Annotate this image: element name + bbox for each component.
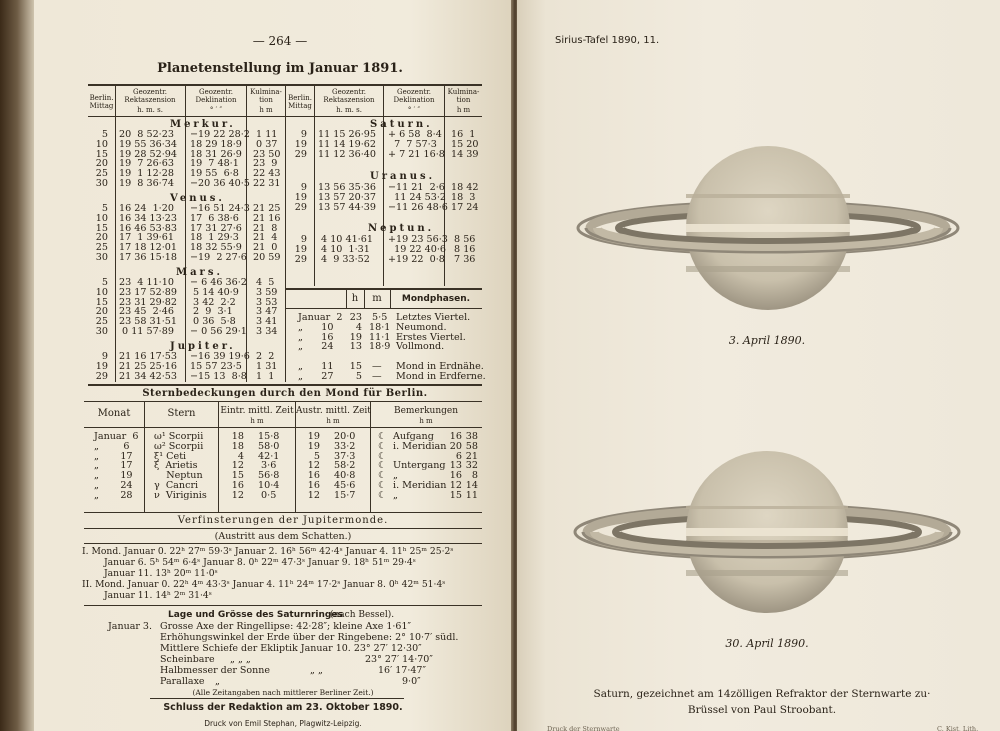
header-ra: Geozentr. Rektaszension — [124, 88, 176, 104]
merkur-kulm: 1 11 0 37 23 50 23 9 22 43 22 31 — [253, 129, 281, 189]
saturn-days: 9 19 29 — [294, 129, 307, 160]
saturn-rings-time-note: (Alle Zeitangaben nach mittlerer Berliner Zeit.) — [192, 688, 374, 697]
occ-header-eintr-hm: h m — [250, 417, 264, 425]
mars-kulm: 4 5 3 59 3 53 3 47 3 41 3 34 — [256, 277, 278, 337]
jupiter-dec: −16 39 19·6 15 57 23·5 −15 13 8·8 — [190, 351, 250, 382]
header-ra-2: Geozentr. Rektaszension — [323, 88, 375, 104]
saturn-kulm: 16 1 15 20 14 39 — [451, 129, 479, 160]
occ-header-austr-hm: h m — [326, 417, 340, 425]
venus-dec: −16 51 24·3 17 6 38·6 17 31 27·6 18 1 29·3 18 32 55·9 −19 2 27·6 — [190, 203, 250, 263]
header-kulm-units: h m — [259, 106, 273, 114]
saturn-rings-title: Lage und Grösse des Saturnringes — [168, 610, 343, 620]
header-dec-units: ° ′ ″ — [209, 106, 223, 114]
saturn-rings-line5-value: 16′ 17·47″ — [378, 665, 427, 676]
occ-austr-m: 20·0 33·2 37·3 58·2 40·8 45·6 15·7 — [334, 431, 356, 501]
saturn-rings-line4-value: 23° 27′ 14·70″ — [365, 654, 433, 665]
plate-caption-line2: Brüssel von Paul Stroobant. — [687, 704, 837, 716]
header-kulm: Kulmina- tion — [250, 88, 282, 104]
moon-icon: ☾ ☾ ☾ ☾ ☾ ☾ ☾ — [378, 431, 387, 501]
occ-header-stern: Stern — [167, 408, 196, 419]
saturn-ra: 11 15 26·95 11 14 19·62 11 12 36·40 — [318, 129, 376, 160]
merkur-ra: 20 8 52·23 19 55 36·34 19 28 52·94 19 7 26·63 19 1 12·28 19 8 36·74 — [119, 129, 177, 189]
occ-header-austr: Austr. mittl. Zeit — [296, 406, 371, 416]
occ-eintr-h: 18 18 4 12 15 16 12 — [231, 431, 244, 501]
jupiter-moons-line1: I. Mond. Januar 0. 22ʰ 27ᵐ 59·3ˢ Januar 2. 16ʰ 56ᵐ 42·4ˢ Januar 4. 11ʰ 25ᵐ 25·2ˢ — [82, 546, 454, 557]
mond-mins: 5·5 18·1 11·1 18·9 — — — [369, 312, 391, 382]
venus-ra: 16 24 1·20 16 34 13·23 16 46 53·83 17 1 39·61 17 18 12·01 17 36 15·18 — [119, 203, 177, 263]
page-title: Planetenstellung im Januar 1891. — [157, 61, 403, 76]
header-kulm-units-2: h m — [456, 106, 471, 114]
neptun-ra: 4 10 41·61 4 10 1·31 4 9 33·52 — [321, 234, 373, 265]
neptun-days: 9 19 29 — [294, 234, 307, 265]
saturn-rings-line6-value: 9·0″ — [402, 676, 421, 687]
header-dec-units-2: ° ′ ″ — [407, 106, 421, 114]
jupiter-moons-title: Verfinsterungen der Jupitermonde. — [177, 515, 389, 526]
header-ra-units-2: h. m. s. — [336, 106, 362, 114]
right-page — [517, 0, 1000, 731]
uranus-kulm: 18 42 18 3 17 24 — [451, 182, 479, 213]
plate-header: Sirius-Tafel 1890, 11. — [555, 35, 660, 46]
occ-bem: Aufgang i. Meridian Untergang „ i. Meridian „ — [393, 431, 447, 501]
occ-header-monat: Monat — [97, 408, 131, 419]
mond-names: Letztes Viertel. Neumond. Erstes Viertel. Vollmond. Mond in Erdnähe. Mond in Erdferne. — [396, 312, 486, 382]
mars-days: 5 10 15 20 25 30 — [95, 277, 108, 337]
plate-bottom-left: Druck der Sternwarte — [547, 725, 620, 731]
occ-header-bem: Bemerkungen — [393, 406, 459, 416]
header-berlin-2: Berlin. Mittag — [288, 94, 312, 110]
saturn-rings-line4-ditto: „ „ „ — [230, 654, 251, 665]
mondphasen-heading: Mondphasen. — [401, 294, 471, 304]
saturn-rings-line2: Erhöhungswinkel der Erde über der Ringebene: 2° 10·7′ südl. — [160, 632, 459, 643]
mond-dates: Januar 2 „ 10 „ 16 „ 24 „ 11 „ 27 — [298, 312, 343, 382]
saturn-rings-note: (nach Bessel). — [330, 610, 395, 620]
neptun-kulm: 8 56 8 16 7 36 — [454, 234, 476, 265]
uranus-dec: −11 21 2·6 11 24 53·2 −11 26 48·6 — [388, 182, 448, 213]
occ-monat: Januar 6 „ 6 „ 17 „ 17 „ 19 „ 24 „ 28 — [94, 431, 139, 501]
header-berlin: Berlin. Mittag — [89, 94, 114, 110]
jupiter-moons-line4: II. Mond. Januar 0. 22ʰ 4ᵐ 43·3ˢ Januar 4. 11ʰ 24ᵐ 17·2ˢ Januar 8. 0ʰ 42ᵐ 51·4ˢ — [82, 579, 446, 590]
jupiter-moons-subtitle: (Austritt aus dem Schatten.) — [214, 531, 352, 542]
saturn-rings-line3: Mittlere Schiefe der Ekliptik Januar 10. 23° 27′ 12·30″ — [160, 643, 422, 654]
occ-header-bem-hm: h m — [419, 417, 433, 425]
planet-uranus-title: Uranus. — [370, 171, 436, 182]
uranus-days: 9 19 29 — [294, 182, 307, 213]
header-dec: Geozentr. Deklination — [195, 88, 237, 104]
saturn-rings-line6-label: Parallaxe — [160, 676, 205, 687]
planet-venus-title: Venus. — [170, 193, 225, 204]
planet-neptun-title: Neptun. — [368, 223, 435, 234]
figure1-caption: 3. April 1890. — [728, 334, 806, 347]
occ-bem-m: 38 58 21 32 8 14 11 — [465, 431, 478, 501]
saturn-dec: + 6 58 8·4 7 7 57·3 + 7 21 16·8 — [388, 129, 445, 160]
uranus-ra: 13 56 35·36 13 57 20·37 13 57 44·39 — [318, 182, 376, 213]
page-edge — [0, 0, 34, 731]
mond-hours: 23 4 19 13 15 5 — [349, 312, 362, 382]
jupiter-kulm: 2 2 1 31 1 1 — [256, 351, 278, 382]
merkur-days: 5 10 15 20 25 30 — [95, 129, 108, 189]
planet-mars-title: Mars. — [176, 267, 223, 278]
occ-header-eintr: Eintr. mittl. Zeit — [220, 406, 294, 416]
planet-saturn-title: Saturn. — [370, 119, 433, 130]
venus-days: 5 10 15 20 25 30 — [95, 203, 108, 263]
planet-merkur-title: Merkur. — [170, 119, 236, 130]
header-ra-units: h. m. s. — [137, 106, 163, 114]
plate-caption-line1: Saturn, gezeichnet am 14zölligen Refraktor der Sternwarte zu· — [593, 688, 931, 700]
occultations-title: Sternbedeckungen durch den Mond für Berlin. — [142, 388, 428, 399]
occ-eintr-m: 15·8 58·0 42·1 3·6 56·8 10·4 0·5 — [258, 431, 280, 501]
header-kulm-2: Kulmina- tion — [447, 88, 480, 104]
merkur-dec: −19 22 28·2 18 29 18·9 18 31 26·9 19 7 48·1 19 55 6·8 −20 36 40·5 — [190, 129, 250, 189]
closing-line: Schluss der Redaktion am 23. Oktober 1890. — [163, 702, 403, 713]
plate-bottom-right: C. Kist, Lith. — [937, 725, 979, 731]
jupiter-moons-line3: Januar 11. 13ʰ 20ᵐ 11·0ˢ — [104, 568, 218, 579]
venus-kulm: 21 25 21 16 21 8 21 4 21 0 20 59 — [253, 203, 281, 263]
occ-stern: ω¹ Scorpii ω² Scorpii ξ¹ Ceti ξ Arietis Neptun γ Cancri ν Viriginis — [154, 431, 207, 501]
saturn-rings-line4-label: Scheinbare — [160, 654, 215, 665]
saturn-drawing-2 — [571, 448, 963, 618]
jupiter-moons-line2: Januar 6. 5ʰ 54ᵐ 6·4ˢ Januar 8. 0ʰ 22ᵐ 47·3ˢ Januar 9. 18ʰ 51ᵐ 29·4ˢ — [104, 557, 416, 568]
neptun-dec: +19 23 56·3 19 22 40·6 +19 22 0·8 — [388, 234, 448, 265]
page-number: — 264 — — [252, 34, 308, 48]
header-dec-2: Geozentr. Deklination — [393, 88, 435, 104]
jupiter-moons-line5: Januar 11. 14ʰ 2ᵐ 31·4ˢ — [104, 590, 212, 601]
occ-austr-h: 19 19 5 12 16 16 12 — [307, 431, 320, 501]
jupiter-ra: 21 16 17·53 21 25 25·16 21 34 42·53 — [119, 351, 177, 382]
mars-ra: 23 4 11·10 23 17 52·89 23 31 29·82 23 45 2·46 23 58 31·51 0 11 57·89 — [119, 277, 177, 337]
jupiter-days: 9 19 29 — [95, 351, 108, 382]
saturn-drawing-1 — [575, 142, 961, 314]
saturn-rings-line5-ditto: „ „ — [310, 665, 323, 676]
saturn-rings-line5-label: Halbmesser der Sonne — [160, 665, 270, 676]
saturn-rings-line1: Grosse Axe der Ringellipse: 42·28″; kleine Axe 1·61″ — [160, 621, 412, 632]
printer-line: Druck von Emil Stephan, Plagwitz-Leipzig. — [204, 719, 362, 728]
planet-jupiter-title: Jupiter. — [170, 341, 236, 352]
mond-m: m — [372, 293, 382, 304]
saturn-rings-line6-ditto: „ — [215, 676, 220, 687]
saturn-rings-date: Januar 3. — [108, 621, 152, 632]
figure2-caption: 30. April 1890. — [725, 637, 809, 650]
mars-dec: − 6 46 36·2 5 14 40·9 3 42 2·2 2 9 3·1 0 36 5·8 − 0 56 29·1 — [190, 277, 247, 337]
mond-h: h — [351, 293, 359, 304]
occ-bem-h: 16 20 6 13 16 12 15 — [449, 431, 462, 501]
